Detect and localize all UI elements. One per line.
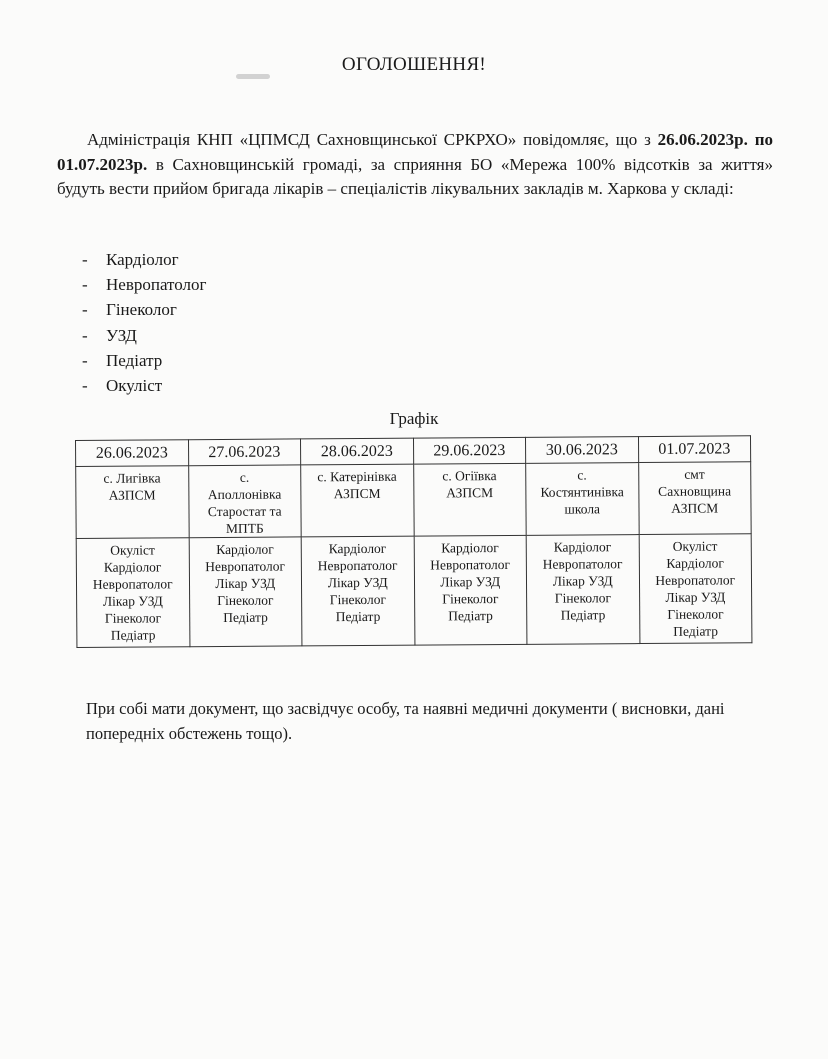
schedule-doctors-cell: [414, 535, 527, 645]
schedule-doctors-row: [76, 534, 752, 648]
location-line: Сахновщина: [658, 483, 732, 499]
doctor-line: Лікар УЗД: [440, 574, 501, 590]
doctor-line: Кардіолог: [441, 540, 499, 556]
location-line: смт: [684, 466, 705, 482]
specialist-item: [82, 247, 207, 272]
specialist-label: Кардіолог: [106, 250, 179, 269]
date-from: 26.06.2023р.: [657, 130, 748, 149]
location-line: АЗПСМ: [108, 487, 156, 503]
intro-paragraph: [57, 128, 773, 202]
doctor-line: Лікар УЗД: [552, 573, 613, 589]
schedule-location-cell: [188, 465, 301, 538]
doctor-line: Педіатр: [673, 623, 718, 639]
schedule-doctors-cell: [639, 534, 752, 644]
list-dash: -: [82, 325, 88, 345]
specialist-item: [82, 323, 207, 348]
location-line: АЗПСМ: [671, 500, 719, 516]
schedule-location-cell: [638, 462, 751, 535]
schedule-table: [75, 435, 752, 648]
doctor-line: Гінеколог: [442, 591, 499, 607]
intro-text-part1: Адміністрація КНП «ЦПМСД Сахновщинської СРКРХО» повідомляє, що з: [87, 130, 651, 149]
doctor-line: Окуліст: [110, 542, 155, 558]
schedule-locations-row: [76, 462, 751, 539]
intro-text-part2: в Сахновщинській громаді, за сприяння БО «Мережа 100% відсотків за життя» будуть вести прийом бригада лікарів – спеціалістів лікувальних закладів м. Харкова у складі:: [57, 154, 773, 199]
schedule-date-cell: 29.06.2023: [413, 437, 526, 464]
doctor-line: Педіатр: [335, 608, 381, 625]
schedule-doctors-cell: [189, 537, 302, 647]
location-line: с.: [239, 469, 250, 485]
doctor-line: Кардіолог: [328, 540, 387, 557]
specialists-list: [82, 247, 207, 398]
location-line: АЗПСМ: [333, 485, 381, 502]
specialist-item: [82, 373, 207, 398]
footer-note: При собі мати документ, що засвідчує особу, та наявні медичні документи ( висновки, дані попередніх обстежень тощо).: [86, 699, 725, 743]
schedule-date-cell: 01.07.2023: [638, 436, 751, 463]
location-line: школа: [564, 501, 601, 517]
schedule-location-cell: [526, 463, 639, 536]
schedule-date-cell: 30.06.2023: [525, 437, 638, 464]
doctor-line: Кардіолог: [553, 539, 612, 555]
location-line: Костянтинівка: [540, 484, 624, 500]
location-line: с. Катерінівка: [317, 468, 397, 485]
schedule-date-cell: 28.06.2023: [300, 438, 413, 465]
specialist-item: [82, 272, 207, 297]
doctor-line: Лікар УЗД: [665, 589, 726, 605]
list-dash: -: [82, 350, 88, 370]
doctor-line: Кардіолог: [666, 555, 724, 571]
date-to: 01.07.2023р.: [57, 154, 148, 174]
doctor-line: Невропатолог: [317, 557, 398, 574]
list-dash: -: [82, 250, 88, 269]
schedule-doctors-cell: [526, 535, 639, 645]
specialist-item: [82, 348, 207, 373]
specialist-label: УЗД: [106, 325, 137, 345]
location-line: Аполлонівка: [207, 486, 282, 503]
specialist-label: Окуліст: [106, 376, 163, 396]
doctor-line: Педіатр: [110, 627, 156, 643]
location-line: с. Лигівка: [103, 470, 161, 486]
list-dash: -: [82, 275, 88, 295]
doctor-line: Педіатр: [560, 607, 606, 623]
doctor-line: Невропатолог: [205, 558, 286, 575]
location-line: МПТБ: [225, 520, 264, 536]
schedule-location-cell: [413, 463, 526, 536]
specialist-item: [82, 297, 207, 322]
list-dash: -: [82, 300, 88, 320]
doctor-line: Невропатолог: [542, 556, 623, 572]
doctor-line: Окуліст: [672, 538, 718, 554]
date-joiner: по: [754, 130, 774, 149]
doctor-line: Лікар УЗД: [327, 574, 388, 591]
doctor-line: Кардіолог: [216, 541, 274, 558]
doctor-line: Невропатолог: [430, 556, 511, 573]
doctor-line: Лікар УЗД: [102, 593, 163, 609]
schedule-title: Графік: [389, 409, 439, 428]
doctor-line: Гінеколог: [217, 592, 274, 609]
list-dash: -: [82, 376, 88, 396]
location-line: с.: [577, 467, 587, 483]
schedule-doctors-cell: [301, 536, 414, 646]
specialist-label: Невропатолог: [106, 275, 207, 295]
doctor-line: Лікар УЗД: [215, 575, 276, 592]
doctor-line: Кардіолог: [103, 559, 162, 575]
doctor-line: Гінеколог: [329, 591, 387, 608]
doctor-line: Гінеколог: [554, 590, 612, 606]
specialist-label: Педіатр: [106, 350, 163, 370]
specialist-label: Гінеколог: [106, 300, 177, 320]
doctor-line: Гінеколог: [104, 610, 162, 626]
doctor-line: Невропатолог: [655, 572, 736, 588]
page-title: ОГОЛОШЕННЯ!: [341, 54, 487, 75]
doctor-line: Гінеколог: [667, 606, 724, 622]
schedule-location-cell: [76, 466, 189, 539]
schedule-doctors-cell: [76, 538, 189, 648]
schedule-date-cell: 27.06.2023: [188, 439, 301, 466]
schedule-date-cell: 26.06.2023: [76, 440, 189, 467]
location-line: Старостат та: [207, 503, 282, 520]
schedule-location-cell: [301, 464, 414, 537]
doctor-line: Невропатолог: [92, 576, 173, 592]
location-line: АЗПСМ: [446, 485, 494, 501]
doctor-line: Педіатр: [448, 608, 493, 624]
location-line: с. Огіївка: [442, 468, 497, 484]
doctor-line: Педіатр: [223, 609, 268, 625]
